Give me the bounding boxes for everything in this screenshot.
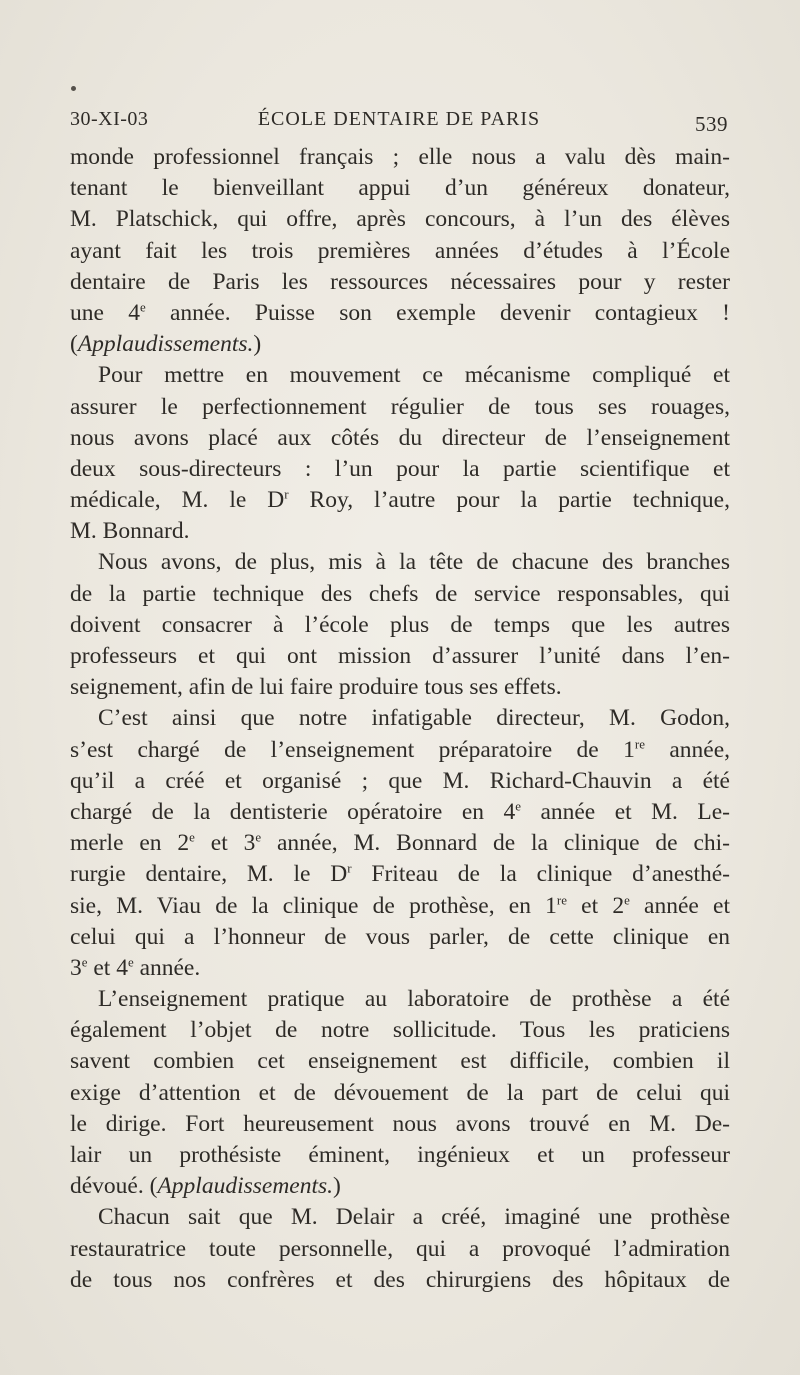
text-segment: de la partie technique des chefs de service responsables, qui (70, 580, 730, 607)
text-segment: année et (629, 892, 730, 919)
text-line (70, 423, 730, 454)
text-line (70, 547, 730, 578)
text-line (70, 173, 730, 204)
text-line (70, 922, 730, 953)
text-segment: Pour mettre en mouvement ce mécanisme compliqué et (98, 362, 730, 389)
text-line (70, 610, 730, 641)
text-segment: restauratrice toute personnelle, qui a provoqué l’admiration (70, 1235, 730, 1262)
text-line (70, 735, 730, 766)
text-segment: ) (253, 331, 262, 358)
text-segment: lair un prothésiste éminent, ingénieux et un professeur (70, 1142, 730, 1168)
italic-text: Applaudissements. (77, 331, 254, 358)
text-line (70, 1265, 730, 1296)
text-segment: ) (333, 1173, 341, 1200)
text-line (70, 142, 730, 173)
text-line (70, 703, 730, 734)
text-line (70, 298, 730, 329)
text-segment: seignement, afin de lui faire produire tous ses effets. (70, 674, 562, 701)
text-segment: dévoué. ( (70, 1173, 158, 1200)
text-segment: chargé de la dentisterie opératoire en 4 (70, 798, 516, 825)
text-segment: année, (644, 736, 730, 763)
text-line (70, 392, 730, 423)
text-segment: également l’objet de notre sollicitude. Tous les praticiens (70, 1017, 730, 1044)
superscript: re (634, 736, 645, 752)
text-line (70, 516, 730, 547)
text-line (70, 579, 730, 610)
text-line (70, 485, 730, 516)
ink-speck (71, 86, 76, 91)
text-line (70, 1171, 730, 1202)
text-line (70, 1015, 730, 1046)
text-segment: Friteau de la clinique d’anesthé- (351, 861, 730, 888)
text-line (70, 641, 730, 672)
text-segment: savent combien cet enseignement est difficile, combien il (70, 1048, 730, 1075)
italic-text: Applaudissements. (157, 1173, 334, 1200)
text-segment: tenant le bienveillant appui d’un généreux donateur, (70, 175, 730, 202)
superscript: e (189, 829, 195, 845)
text-line (70, 828, 730, 859)
text-line (70, 204, 730, 235)
text-segment: deux sous-directeurs : l’un pour la partie scientifique et (70, 455, 730, 482)
text-line (70, 766, 730, 797)
text-segment: Nous avons, de plus, mis à la tête de chacune des branches (98, 549, 730, 576)
text-line (70, 1109, 730, 1140)
text-segment: Chacun sait que M. Delair a créé, imaginé une prothèse (98, 1204, 730, 1231)
text-segment: qu’il a créé et organisé ; que M. Richard-Chauvin a été (70, 767, 730, 794)
text-segment: année, M. Bonnard de la clinique de chi- (261, 830, 730, 857)
text-segment: et 2 (566, 892, 625, 919)
text-line (70, 454, 730, 485)
superscript: re (556, 892, 567, 908)
text-segment: M. Bonnard. (70, 518, 190, 545)
superscript: e (624, 892, 630, 908)
text-segment: doivent consacrer à l’école plus de temps que les autres (70, 611, 730, 638)
text-segment: C’est ainsi que notre infatigable directeur, M. Godon, (98, 705, 730, 732)
text-segment: nous avons placé aux côtés du directeur de l’enseignement (70, 424, 730, 451)
text-line (70, 360, 730, 391)
text-segment: le dirige. Fort heureusement nous avons trouvé en M. De- (70, 1110, 730, 1137)
text-segment: et 3 (194, 830, 256, 857)
header-date: 30-XI-03 (70, 108, 149, 130)
text-segment: année. Puisse son exemple devenir contagieux ! (145, 299, 731, 326)
superscript: e (81, 954, 88, 970)
text-line (70, 891, 730, 922)
text-segment: exige d’attention et de dévouement de la part de celui qui (70, 1079, 730, 1106)
text-line (70, 1046, 730, 1077)
text-segment: médicale, M. le D (70, 487, 285, 514)
text-line (70, 672, 730, 703)
text-segment: année. (133, 954, 201, 981)
header-title: ÉCOLE DENTAIRE DE PARIS (257, 108, 541, 130)
text-line (70, 984, 730, 1015)
text-segment: et 4 (87, 954, 128, 981)
text-line (70, 953, 730, 984)
text-segment: L’enseignement pratique au laboratoire de prothèse a été (98, 986, 730, 1013)
text-segment: monde professionnel français ; elle nous a valu dès main- (70, 144, 730, 170)
text-segment: celui qui a l’honneur de vous parler, de cette clinique en (70, 923, 730, 950)
text-segment: année et M. Le- (520, 798, 730, 825)
body-text (70, 142, 730, 1296)
text-line (70, 1234, 730, 1265)
text-segment: professeurs et qui ont mission d’assurer l’unité dans l’en- (70, 643, 730, 669)
text-line (70, 859, 730, 890)
text-segment: merle en 2 (70, 830, 190, 857)
text-segment: rurgie dentaire, M. le D (70, 861, 348, 888)
text-line (70, 1078, 730, 1109)
text-segment: ( (70, 331, 78, 358)
text-segment: M. Platschick, qui offre, après concours, à l’un des élèves (70, 206, 730, 233)
superscript: e (127, 954, 134, 970)
text-line (70, 1202, 730, 1233)
text-segment: dentaire de Paris les ressources nécessaires pour y rester (70, 268, 730, 295)
text-line (70, 329, 730, 360)
text-segment: assurer le perfectionnement régulier de tous ses rouages, (70, 393, 730, 420)
text-segment: sie, M. Viau de la clinique de prothèse, en 1 (70, 892, 557, 919)
superscript: e (515, 798, 521, 814)
superscript: e (139, 299, 146, 315)
text-line (70, 236, 730, 267)
text-segment: 3 (70, 954, 82, 981)
text-segment: une 4 (70, 299, 140, 326)
superscript: r (284, 486, 289, 502)
text-segment: Roy, l’autre pour la partie technique, (288, 487, 730, 514)
text-segment: de tous nos confrères et des chirurgiens des hôpitaux de (70, 1266, 730, 1293)
text-segment: s’est chargé de l’enseignement préparatoire de 1 (70, 736, 635, 763)
running-header (70, 104, 728, 138)
page-number: 539 (695, 112, 728, 136)
superscript: e (255, 829, 262, 845)
text-line (70, 797, 730, 828)
text-line (70, 267, 730, 298)
superscript: r (347, 860, 352, 876)
text-line (70, 1140, 730, 1171)
text-segment: ayant fait les trois premières années d’études à l’École (70, 237, 730, 264)
